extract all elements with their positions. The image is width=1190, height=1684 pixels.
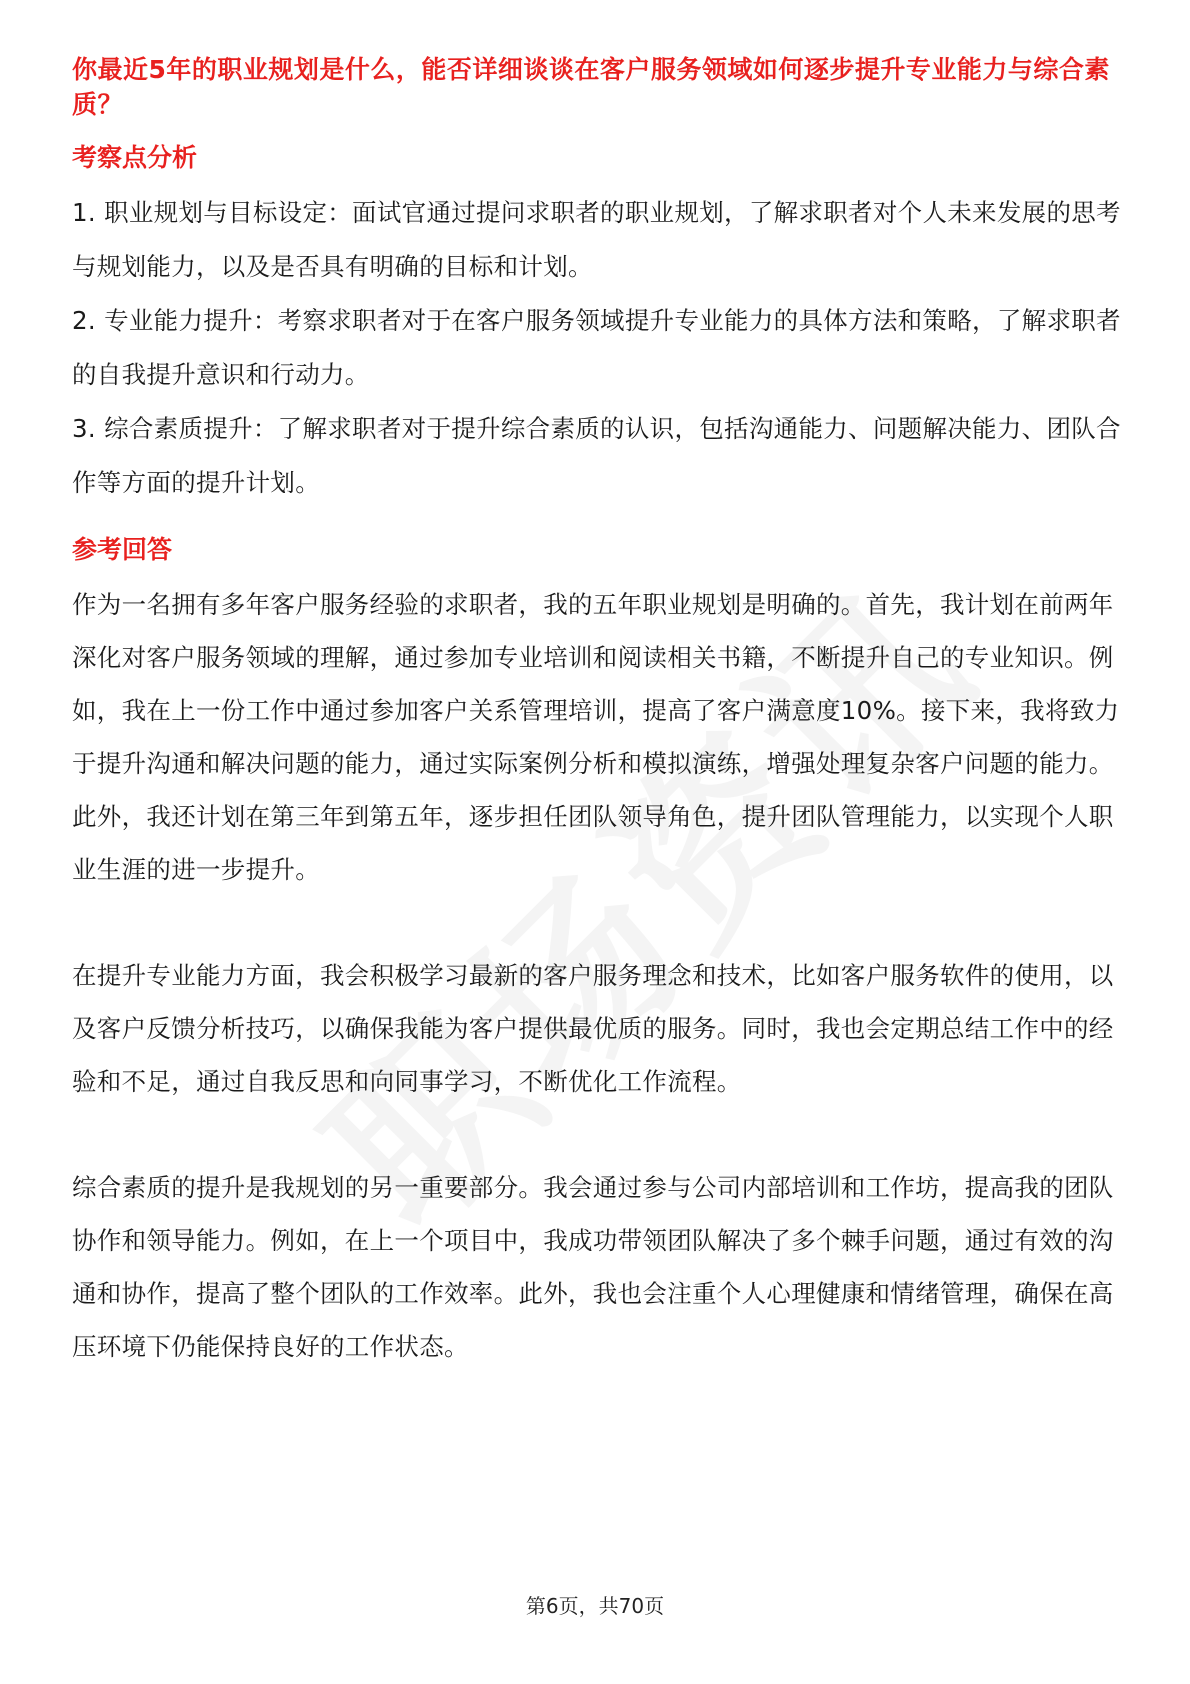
answer-paragraph: 在提升专业能力方面，我会积极学习最新的客户服务理念和技术，比如客户服务软件的使用，以及客户反馈分析技巧，以确保我能为客户提供最优质的服务。同时，我也会定期总结工作中的经验和不足，通过自我反思和向同事学习，不断优化工作流程。	[72, 961, 1114, 1096]
analysis-point: 1. 职业规划与目标设定：面试官通过提问求职者的职业规划，了解求职者对个人未来发展的思考与规划能力，以及是否具有明确的目标和计划。	[72, 198, 1121, 281]
answer-paragraph: 综合素质的提升是我规划的另一重要部分。我会通过参与公司内部培训和工作坊，提高我的团队协作和领导能力。例如，在上一个项目中，我成功带领团队解决了多个棘手问题，通过有效的沟通和协作，提高了整个团队的工作效率。此外，我也会注重个人心理健康和情绪管理，确保在高压环境下仍能保持良好的工作状态。	[72, 1173, 1114, 1361]
analysis-point: 3. 综合素质提升：了解求职者对于提升综合素质的认识，包括沟通能力、问题解决能力、团队合作等方面的提升计划。	[72, 414, 1121, 497]
document-page	[72, 52, 1122, 1373]
question-heading: 你最近5年的职业规划是什么，能否详细谈谈在客户服务领域如何逐步提升专业能力与综合素质？	[72, 55, 1110, 119]
page-number: 第6页，共70页	[525, 1594, 665, 1618]
answer-title: 参考回答	[72, 535, 173, 564]
analysis-title: 考察点分析	[72, 143, 198, 172]
answer-paragraph: 作为一名拥有多年客户服务经验的求职者，我的五年职业规划是明确的。首先，我计划在前两年深化对客户服务领域的理解，通过参加专业培训和阅读相关书籍，不断提升自己的专业知识。例如，我在上一份工作中通过参加客户关系管理培训，提高了客户满意度10%。接下来，我将致力于提升沟通和解决问题的能力，通过实际案例分析和模拟演练，增强处理复杂客户问题的能力。此外，我还计划在第三年到第五年，逐步担任团队领导角色，提升团队管理能力，以实现个人职业生涯的进一步提升。	[72, 590, 1120, 884]
analysis-point: 2. 专业能力提升：考察求职者对于在客户服务领域提升专业能力的具体方法和策略，了解求职者的自我提升意识和行动力。	[72, 306, 1121, 389]
